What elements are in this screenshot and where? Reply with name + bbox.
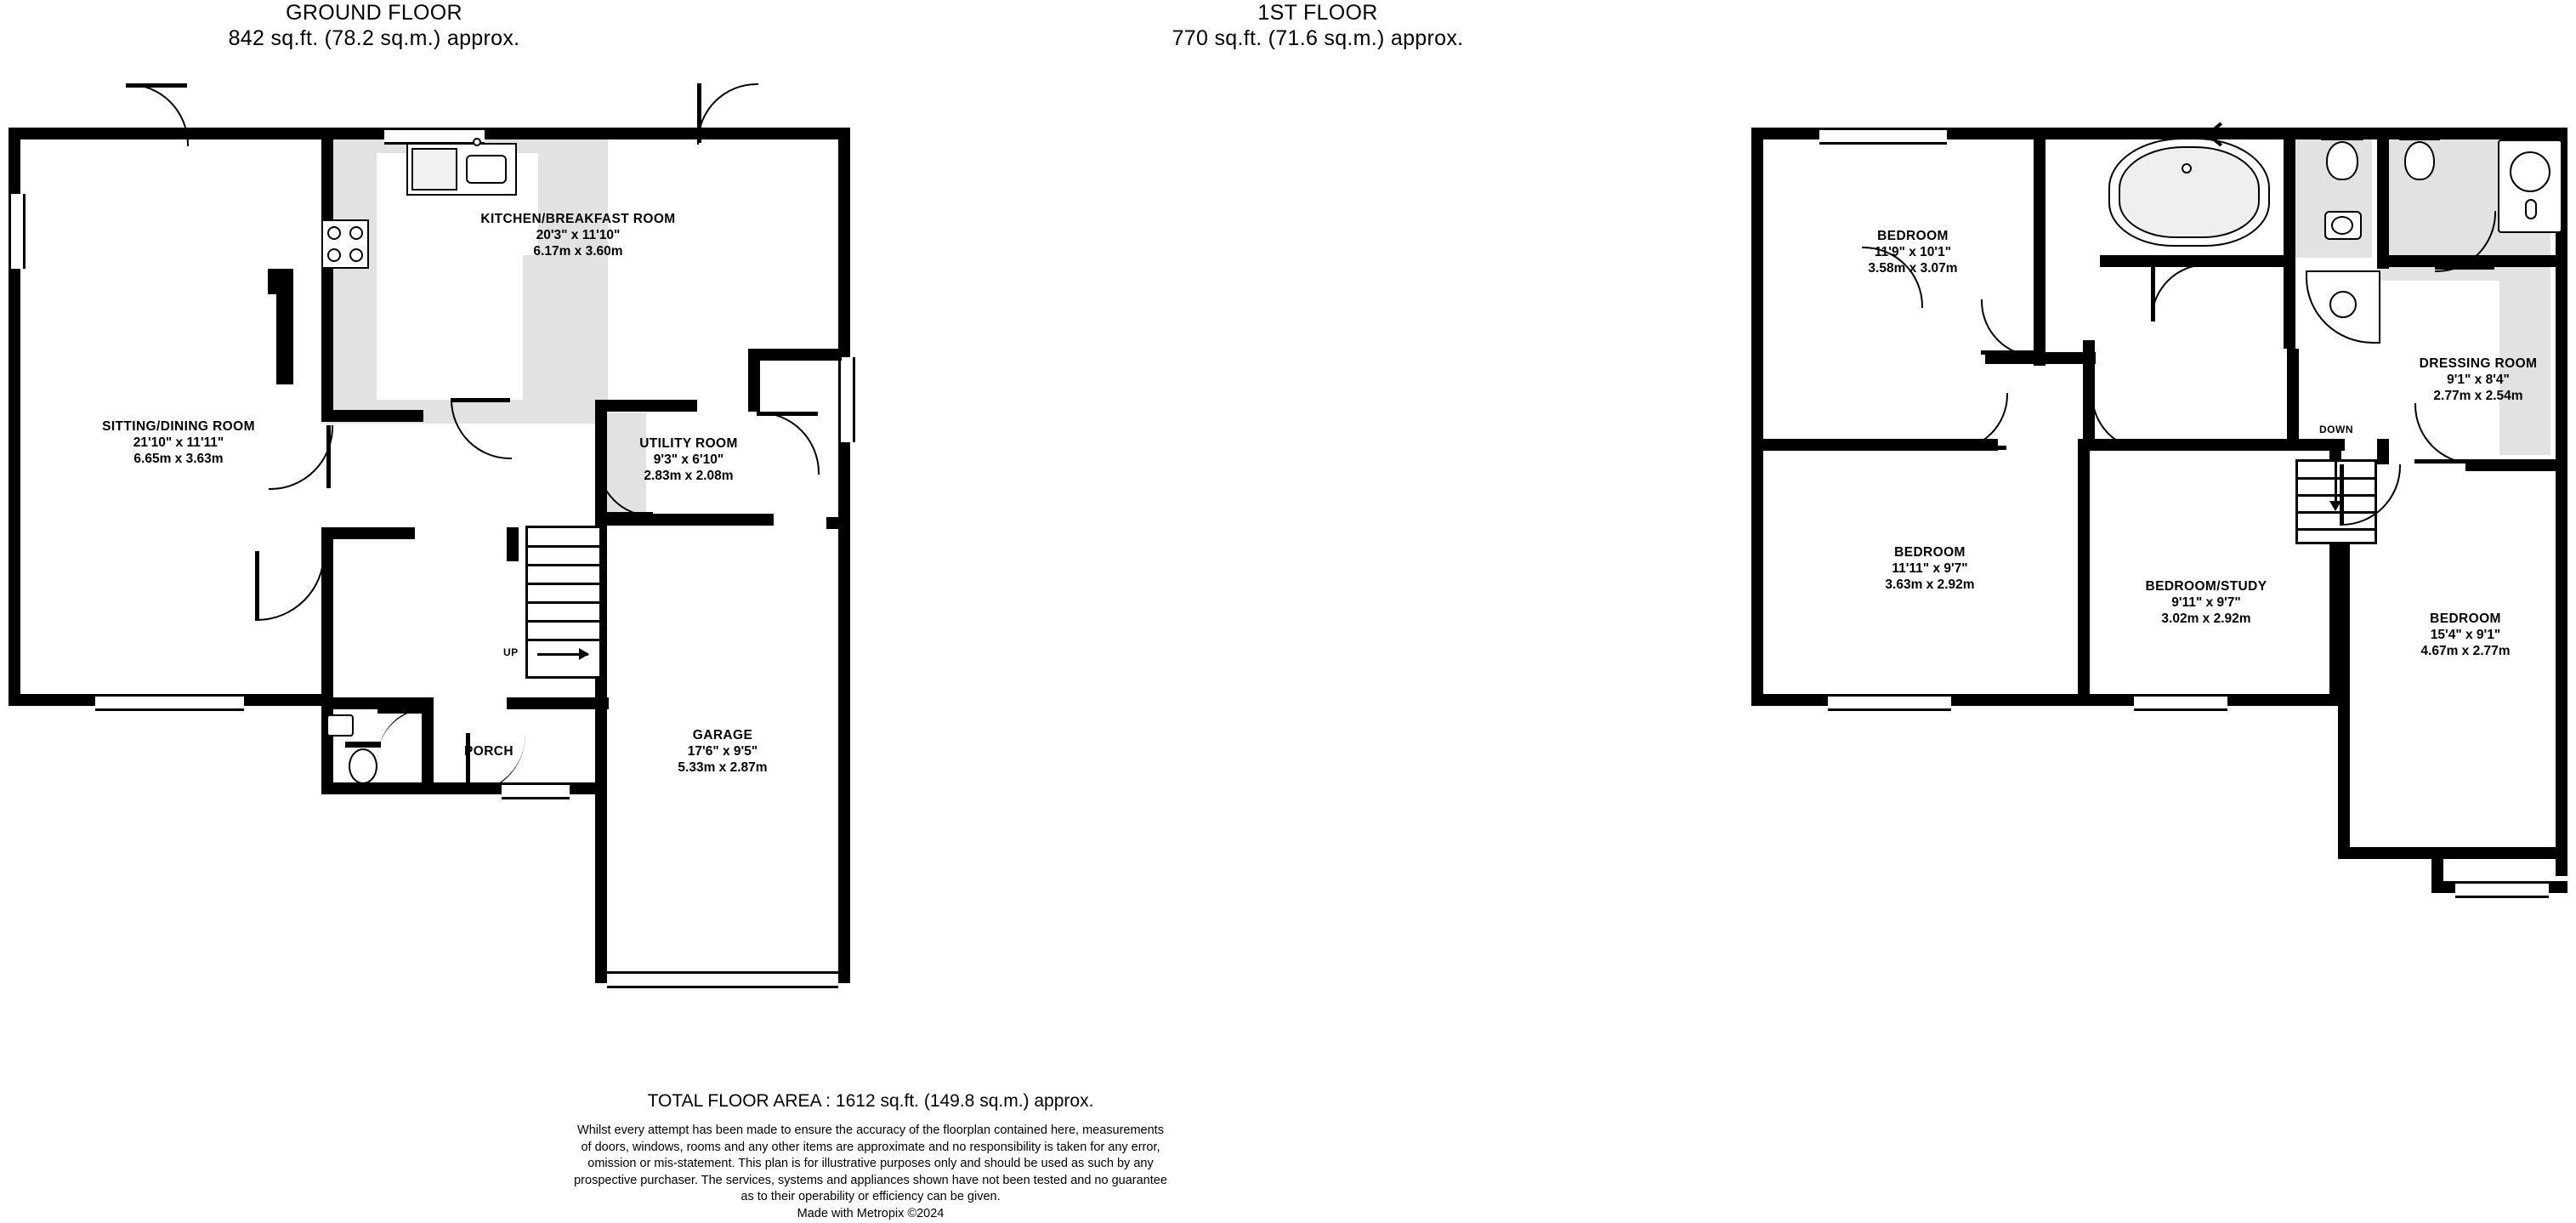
ensuite-shower-head-icon	[2525, 199, 2537, 219]
front-door	[502, 782, 570, 799]
door-bed2	[1950, 393, 2008, 451]
disclaimer-line-5: as to their operability or efficiency can be given.	[740, 1190, 1001, 1203]
ensuite-toilet-icon	[2404, 141, 2435, 180]
utility-name: UTILITY ROOM	[639, 436, 738, 451]
stair-up-label: UP	[503, 646, 519, 658]
bathroom-toilet-icon	[2326, 141, 2358, 180]
bedroom4-metric: 4.67m x 2.77m	[2420, 644, 2511, 658]
bath-plug-icon	[2182, 163, 2192, 173]
kitchen-imperial: 20'3" x 11'10"	[536, 228, 621, 242]
door-bathroom	[2151, 264, 2209, 321]
hob-ring-4	[349, 248, 363, 262]
utility-imperial: 9'3" x 6'10"	[653, 452, 724, 467]
window-kitchen-top	[384, 128, 485, 145]
kitchen-island-fill	[523, 255, 570, 404]
door-leaf-sitting-kitchen	[326, 425, 331, 488]
wall-dressing-bottom	[2465, 459, 2567, 471]
first-floor-name: 1ST FLOOR	[1257, 1, 1378, 25]
stair-direction-arrow-up	[537, 653, 588, 656]
wall-bath-left	[2284, 128, 2295, 349]
fireplace-block	[276, 294, 293, 384]
chimney-breast	[268, 269, 293, 294]
wall-utility-top	[595, 400, 697, 412]
window-right-kitchen	[838, 357, 855, 442]
door-leaf-sitting	[255, 551, 259, 619]
ensuite-cistern-icon	[2399, 134, 2440, 140]
ground-floor-name: GROUND FLOOR	[286, 1, 462, 25]
door-sitting-patio	[126, 83, 189, 146]
door-leaf-bed1	[1981, 350, 2037, 355]
kitchen-tap-icon	[473, 138, 481, 146]
wall-porch-left	[321, 697, 333, 791]
wall-ff-left	[1751, 128, 1763, 706]
bedroomstudy-metric: 3.02m x 2.92m	[2161, 612, 2251, 626]
bedroomstudy-imperial: 9'11" x 9'7"	[2171, 595, 2241, 610]
room-label-utility	[595, 435, 782, 484]
room-label-bedroom-2	[1828, 544, 2032, 593]
room-label-porch	[417, 743, 561, 759]
door-leaf-bedstudy	[2091, 446, 2148, 450]
wall-ff-right	[2556, 128, 2567, 876]
door-leaf-wc	[377, 709, 428, 714]
wall-utility-top3	[748, 349, 842, 361]
window-bedroom2-bottom	[1828, 694, 1951, 711]
kitchen-metric: 6.17m x 3.60m	[533, 244, 623, 259]
room-label-bedroom-study	[2083, 578, 2329, 627]
metropix-credit: Made with Metropix ©2024	[797, 1206, 945, 1220]
room-label-sitting-dining	[34, 418, 323, 467]
door-leaf-garden-kitchen	[697, 83, 701, 143]
first-floor-area: 770 sq.ft. (71.6 sq.m.) approx.	[1172, 26, 1464, 50]
wc-basin-icon	[326, 714, 354, 737]
first-floor-plan	[884, 0, 2538, 953]
hob-ring-1	[327, 226, 341, 240]
stair-direction-arrow-down	[2335, 451, 2337, 502]
kitchen-drainer-icon	[411, 148, 457, 191]
door-kitchen-hall	[451, 398, 512, 459]
bedroomstudy-name: BEDROOM/STUDY	[2145, 579, 2267, 594]
bath-tub-inner-icon	[2119, 146, 2260, 238]
door-leaf-front	[466, 733, 470, 786]
sitting-name: SITTING/DINING ROOM	[102, 419, 255, 434]
disclaimer	[0, 1123, 1741, 1222]
hob-ring-3	[327, 248, 341, 262]
room-label-kitchen	[391, 211, 765, 259]
disclaimer-line-3: omission or mis-statement. This plan is for illustrative purposes only and should be used as such by any	[587, 1157, 1154, 1170]
bedroom1-name: BEDROOM	[1877, 229, 1949, 243]
ensuite-shower-tray-icon	[2510, 151, 2550, 192]
door-leaf-bathroom	[2151, 265, 2155, 321]
stair-down-label: DOWN	[2319, 424, 2353, 435]
hob-ring-2	[349, 226, 363, 240]
bedroom4-imperial: 15'4" x 9'1"	[2430, 628, 2501, 642]
dressing-imperial: 9'1" x 8'4"	[2447, 373, 2510, 387]
bedroom1-metric: 3.58m x 3.07m	[1868, 261, 1958, 276]
window-bay-bottom	[2455, 881, 2549, 898]
kitchen-hob-icon	[321, 219, 369, 269]
garage-door	[607, 971, 838, 988]
door-leaf-bed4	[2340, 464, 2344, 524]
window-bedroom1-top	[1819, 128, 1947, 145]
wall-stub-hall-right	[507, 527, 519, 561]
bedroom2-name: BEDROOM	[1894, 545, 1966, 560]
door-leaf-sitting-patio	[126, 83, 187, 88]
garage-name: GARAGE	[692, 728, 753, 742]
wall-porch-stub	[321, 697, 381, 709]
door-bed1	[1981, 299, 2039, 357]
wc-toilet-icon	[349, 748, 377, 784]
room-label-dressing	[2380, 356, 2576, 404]
door-leaf-dressing	[2414, 459, 2474, 464]
wall-ensuite-left	[2377, 128, 2389, 269]
disclaimer-line-1: Whilst every attempt has been made to ensure the accuracy of the floorplan contained here, measurements	[577, 1123, 1164, 1137]
bathroom-basin-bowl-icon	[2331, 216, 2353, 235]
wall-ff-bottom-right	[2338, 847, 2567, 859]
sitting-imperial: 21'10" x 11'11"	[133, 435, 224, 450]
disclaimer-line-4: prospective purchaser. The services, systems and appliances shown have not been tested and no guarantee	[574, 1173, 1167, 1187]
door-garden-kitchen	[697, 83, 758, 145]
door-leaf-bed2	[1950, 446, 2006, 450]
door-leaf-ensuite	[2435, 265, 2494, 270]
ground-floor-plan	[0, 0, 867, 1021]
door-bed4	[2340, 464, 2401, 526]
kitchen-name: KITCHEN/BREAKFAST ROOM	[480, 212, 676, 226]
kitchen-sink-bowl-icon	[466, 155, 507, 184]
door-hall-sitting	[255, 551, 325, 621]
porch-name: PORCH	[464, 744, 513, 759]
wall-stub-utility-side	[826, 517, 850, 529]
window-sitting-bottom	[95, 694, 244, 711]
ground-floor-area: 842 sq.ft. (78.2 sq.m.) approx.	[228, 26, 520, 50]
room-label-bedroom-4	[2363, 611, 2567, 659]
dressing-name: DRESSING ROOM	[2419, 356, 2538, 371]
door-leaf-utility	[757, 412, 818, 416]
bedroom2-metric: 3.63m x 2.92m	[1885, 577, 1975, 592]
utility-metric: 2.83m x 2.08m	[644, 469, 734, 483]
staircase-up	[525, 526, 602, 679]
bedroom1-imperial: 11'9" x 10'1"	[1874, 245, 1952, 259]
garage-metric: 5.33m x 2.87m	[678, 760, 768, 775]
window-left-upper	[9, 194, 26, 269]
door-leaf-kitchen-hall	[451, 398, 510, 402]
sitting-metric: 6.65m x 3.63m	[133, 452, 224, 466]
wall-stub-porch-top	[507, 697, 609, 709]
room-label-garage	[608, 727, 837, 776]
window-bedroom-study-bottom	[2134, 694, 2227, 711]
wall-right-kitchen	[838, 128, 850, 536]
door-leaf-utility-kitchen	[597, 512, 653, 516]
wall-garage-right	[838, 514, 850, 983]
bedroom2-imperial: 11'11" x 9'7"	[1892, 561, 1968, 576]
wall-dressing-left	[2377, 439, 2389, 464]
wc-cistern	[345, 742, 381, 748]
wall-bed2-right	[2078, 439, 2090, 706]
bathroom-cistern-icon	[2321, 134, 2363, 140]
total-floor-area: TOTAL FLOOR AREA : 1612 sq.ft. (149.8 sq.m.) approx.	[647, 1091, 1094, 1111]
door-dressing	[2414, 403, 2476, 464]
wall-hall-bottom	[321, 527, 415, 539]
corner-shower-tray-icon	[2329, 291, 2357, 318]
bedroom4-name: BEDROOM	[2430, 612, 2501, 626]
wall-internal-hall-top	[321, 410, 423, 422]
dressing-metric: 2.77m x 2.54m	[2433, 389, 2523, 403]
garage-imperial: 17'6" x 9'5"	[687, 744, 758, 759]
room-label-bedroom-1	[1811, 228, 2015, 276]
wall-internal-kitchen-left	[321, 128, 333, 421]
disclaimer-line-2: of doors, windows, rooms and any other items are approximate and no responsibility is taken for any error,	[581, 1140, 1160, 1154]
wall-stair-right	[2287, 349, 2299, 451]
